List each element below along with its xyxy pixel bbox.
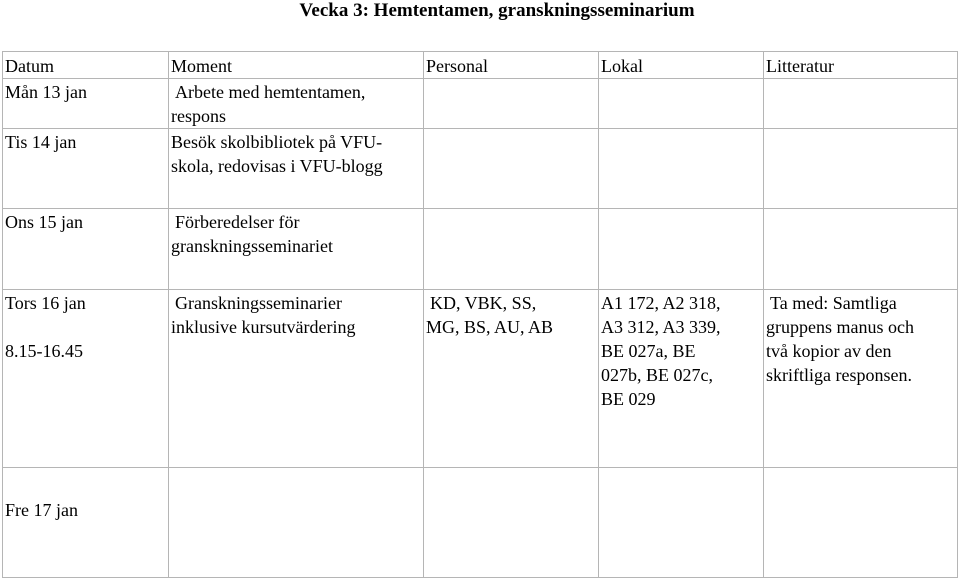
moment-text-line: inklusive kursutvärdering xyxy=(171,317,356,337)
litteratur-text-line: Ta med: Samtliga xyxy=(770,293,897,313)
cell-moment xyxy=(169,468,424,578)
moment-text-line: granskningsseminariet xyxy=(171,236,333,256)
cell-datum xyxy=(3,209,169,290)
table-row xyxy=(3,79,958,129)
moment-text-line: skola, redovisas i VFU-blogg xyxy=(171,156,383,176)
table-header-row xyxy=(3,52,958,79)
cell-lokal xyxy=(599,129,764,209)
datum-text: Mån 13 jan xyxy=(5,82,87,102)
lokal-text-line: 027b, BE 027c, xyxy=(601,365,713,385)
cell-litteratur xyxy=(764,290,958,468)
cell-lokal xyxy=(599,468,764,578)
header-datum: Datum xyxy=(3,52,169,79)
cell-moment xyxy=(169,290,424,468)
cell-personal xyxy=(424,129,599,209)
moment-text-line: Arbete med hemtentamen, xyxy=(175,82,366,102)
cell-personal xyxy=(424,79,599,129)
datum-text: Tors 16 jan xyxy=(5,293,86,313)
cell-moment xyxy=(169,209,424,290)
cell-litteratur xyxy=(764,129,958,209)
header-litteratur: Litteratur xyxy=(764,52,958,79)
header-lokal: Lokal xyxy=(599,52,764,79)
table-row xyxy=(3,129,958,209)
header-personal: Personal xyxy=(424,52,599,79)
cell-litteratur xyxy=(764,468,958,578)
cell-litteratur xyxy=(764,79,958,129)
lokal-text-line: A1 172, A2 318, xyxy=(601,293,721,313)
moment-text-line: Förberedelser för xyxy=(175,212,300,232)
cell-moment xyxy=(169,129,424,209)
cell-personal xyxy=(424,209,599,290)
personal-text-line: MG, BS, AU, AB xyxy=(426,317,554,337)
cell-datum xyxy=(3,290,169,468)
cell-lokal xyxy=(599,290,764,468)
cell-litteratur xyxy=(764,209,958,290)
table-row xyxy=(3,209,958,290)
litteratur-text-line: gruppens manus och xyxy=(766,317,914,337)
schedule-table xyxy=(2,51,958,578)
datum-text: Ons 15 jan xyxy=(5,212,83,232)
litteratur-text-line: skriftliga responsen. xyxy=(766,365,912,385)
personal-text-line: KD, VBK, SS, xyxy=(430,293,537,313)
time-text: 8.15-16.45 xyxy=(5,341,83,361)
moment-text-line: Besök skolbibliotek på VFU- xyxy=(171,132,383,152)
cell-personal xyxy=(424,468,599,578)
litteratur-text-line: två kopior av den xyxy=(766,341,892,361)
cell-datum xyxy=(3,129,169,209)
lokal-text-line: BE 029 xyxy=(601,389,656,409)
lokal-text-line: BE 027a, BE xyxy=(601,341,696,361)
moment-text-line: Granskningsseminarier xyxy=(175,293,342,313)
page-title: Vecka 3: Hemtentamen, granskningsseminarium xyxy=(299,0,695,21)
cell-lokal xyxy=(599,79,764,129)
header-moment: Moment xyxy=(169,52,424,79)
moment-text-line: respons xyxy=(171,106,226,126)
table-row xyxy=(3,468,958,578)
lokal-text-line: A3 312, A3 339, xyxy=(601,317,721,337)
cell-lokal xyxy=(599,209,764,290)
cell-datum xyxy=(3,79,169,129)
table-row xyxy=(3,290,958,468)
cell-moment xyxy=(169,79,424,129)
cell-datum xyxy=(3,468,169,578)
cell-personal xyxy=(424,290,599,468)
datum-text: Tis 14 jan xyxy=(5,132,77,152)
datum-text: Fre 17 jan xyxy=(5,500,78,520)
line-spacer xyxy=(5,315,166,339)
